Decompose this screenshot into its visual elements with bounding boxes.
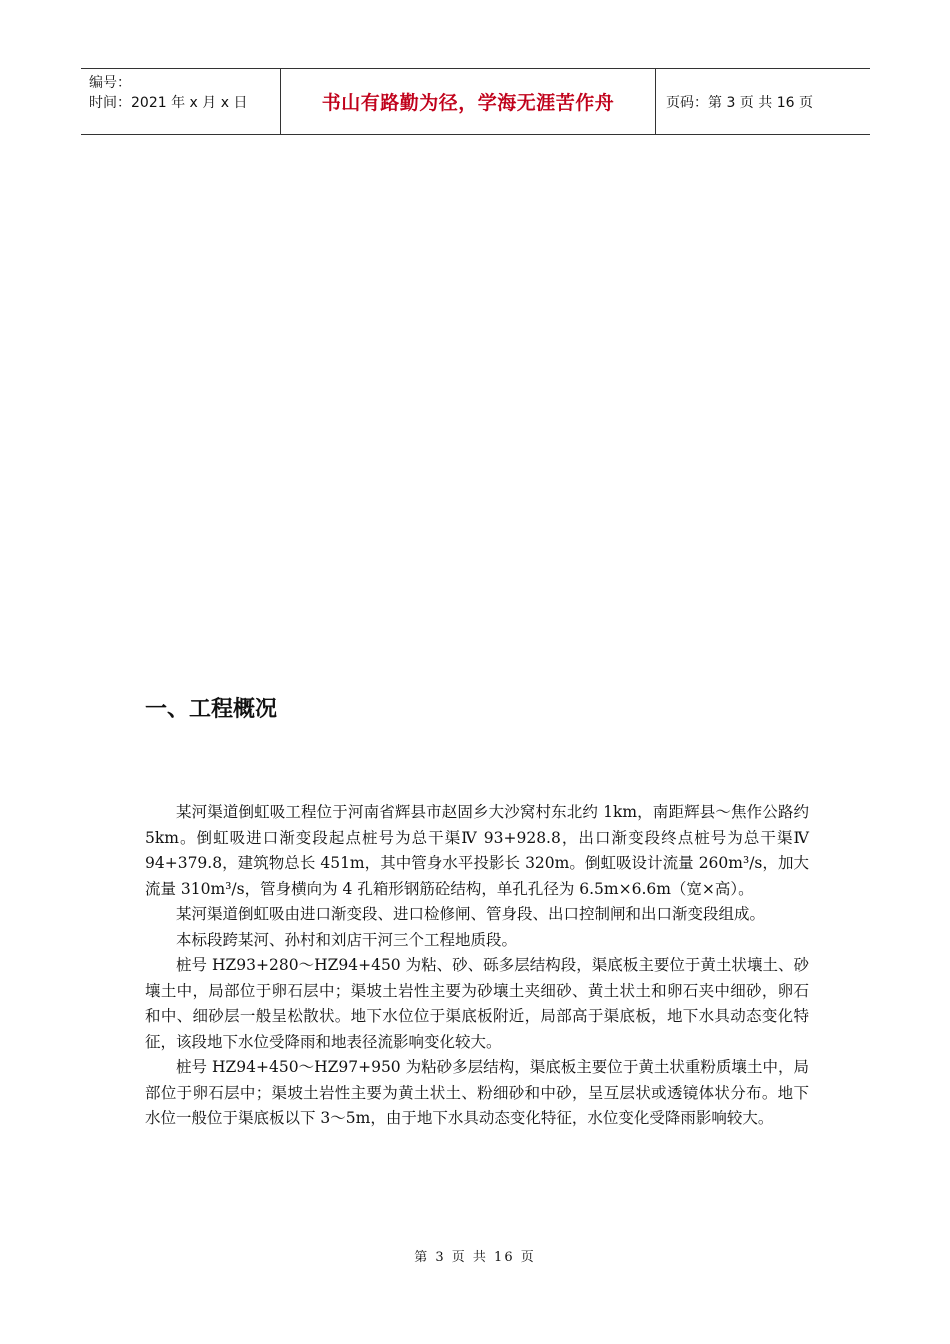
paragraph: 本标段跨某河、孙村和刘店干河三个工程地质段。 [176,930,518,949]
section-title: 一、工程概况 [145,697,278,722]
header-meta [81,69,281,134]
paragraph: 某河渠道倒虹吸工程位于河南省辉县市赵固乡大沙窝村东北约 1km，南距辉县～焦作公路约 5km。倒虹吸进口渐变段起点桩号为总干渠Ⅳ 93+928.8，出口渐变段终点桩号为总干渠Ⅳ 94+379.8，建筑物总长 451m，其中管身水平投影长 320m。倒虹吸设计流量 260m³/s，加大流量 310m³/s，管身横向为 4 孔箱形钢筋砼结构，单孔孔径为 6.5m×6.6m（宽×高）。 [145,803,809,898]
document-number-label: 编号： [89,75,131,91]
paragraph: 桩号 HZ94+450～HZ97+950 为粘砂多层结构，渠底板主要位于黄土状重粉质壤土中，局部位于卵石层中；渠坡土岩性主要为黄土状土、粉细砂和中砂，呈互层状或透镜体状分布。地下水位一般位于渠底板以下 3～5m，由于地下水具动态变化特征，水位变化受降雨影响较大。 [145,1058,809,1127]
document-date: 时间：2021 年 x 月 x 日 [89,95,248,111]
page-footer: 第 3 页 共 16 页 [414,1250,536,1265]
paragraph: 某河渠道倒虹吸由进口渐变段、进口检修闸、管身段、出口控制闸和出口渐变段组成。 [176,905,766,923]
section-body [145,800,809,1132]
page-header [81,68,870,135]
header-motto: 书山有路勤为径，学海无涯苦作舟 [281,69,656,134]
header-page-info: 页码：第 3 页 共 16 页 [666,94,813,111]
paragraph: 桩号 HZ93+280～HZ94+450 为粘、砂、砾多层结构段，渠底板主要位于黄土状壤土、砂壤土中，局部位于卵石层中；渠坡土岩性主要为砂壤土夹细砂、黄土状土和卵石夹中细砂，卵石和中、细砂层一般呈松散状。地下水位位于渠底板附近，局部高于渠底板，地下水具动态变化特征，该段地下水位受降雨和地表径流影响变化较大。 [145,956,809,1051]
